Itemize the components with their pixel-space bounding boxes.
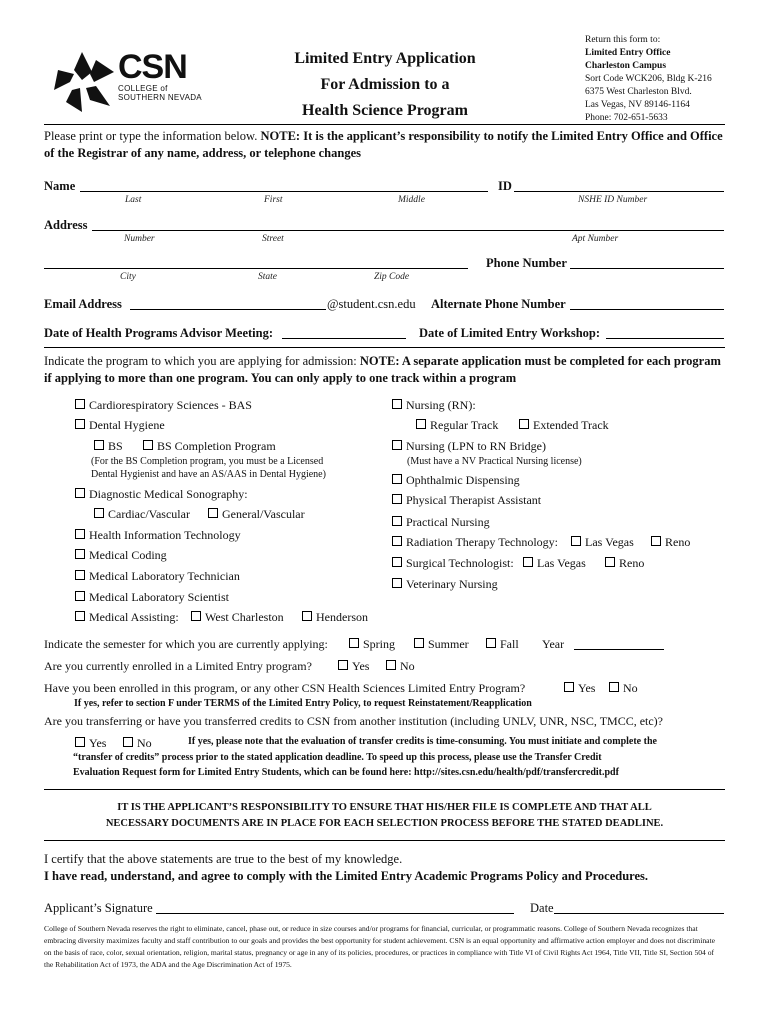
- responsibility-notice: [44, 800, 725, 832]
- checkbox[interactable]: [75, 591, 85, 601]
- id-label: ID: [498, 179, 512, 193]
- alt-phone-input[interactable]: [570, 297, 724, 310]
- option-surg-reno[interactable]: [605, 555, 644, 571]
- checkbox[interactable]: [143, 440, 153, 450]
- option-label: Medical Coding: [89, 548, 167, 562]
- sub-state: State: [258, 272, 277, 282]
- option-label: Regular Track: [430, 418, 499, 432]
- checkbox[interactable]: [75, 419, 85, 429]
- transfer-yes[interactable]: [75, 735, 106, 751]
- fine-print: College of Southern Nevada reserves the right to eliminate, cancel, phase out, or reduce in size courses and/or programs for financial, curricular, or programmatic reasons. College of Southern Nevada recognizes that embracing diversity maximizes faculty and staff contribution to our goals and provides the best opportunity for student achievement. CSN is an equal opportunity and affirmative action employer and does not discriminate on the basis of race, color, sexual orientation, religion, marital status, pregnancy or age in any of its policies, procedures, or practices in compliance with Title VI of Civil Rights Act 1964, Title VII, Title SI, Section 504 of the Rehabilitation Act of 1973, the ADA and the Age Discrimination Act of 1975.: [44, 924, 715, 969]
- return-address: [585, 34, 765, 125]
- checkbox[interactable]: [75, 737, 85, 747]
- option-label: Summer: [428, 637, 469, 651]
- option-west[interactable]: [191, 609, 284, 625]
- option-label: Spring: [363, 637, 396, 651]
- option-label: Diagnostic Medical Sonography:: [89, 487, 248, 501]
- program-intro: [44, 353, 725, 387]
- sub-middle: Middle: [398, 195, 425, 205]
- option-pta[interactable]: [392, 492, 541, 508]
- dental-note-2: Dental Hygienist and have an AS/AAS in Dental Hygiene): [91, 469, 326, 480]
- phone-label: Phone Number: [486, 256, 567, 270]
- enrolled-question: Are you currently enrolled in a Limited Entry program?: [44, 659, 312, 673]
- option-coding[interactable]: [75, 547, 167, 563]
- checkbox[interactable]: [609, 682, 619, 692]
- email-label: Email Address: [44, 297, 122, 311]
- option-label: Cardiac/Vascular: [108, 507, 190, 521]
- intro-text: [44, 128, 725, 162]
- option-summer[interactable]: [414, 636, 469, 652]
- semester-question: Indicate the semester for which you are currently applying:: [44, 637, 328, 651]
- return-line: Charleston Campus: [585, 61, 667, 71]
- checkbox[interactable]: [94, 440, 104, 450]
- return-line: Phone: 702-651-5633: [585, 113, 668, 123]
- option-mlt[interactable]: [75, 568, 240, 584]
- signature-label: Applicant’s Signature: [44, 901, 153, 915]
- sub-apt: Apt Number: [572, 234, 619, 244]
- option-label: Veterinary Nursing: [406, 577, 498, 591]
- option-label: West Charleston: [205, 610, 284, 624]
- checkbox[interactable]: [75, 488, 85, 498]
- checkbox[interactable]: [523, 557, 533, 567]
- option-label: General/Vascular: [222, 507, 305, 521]
- option-label: BS Completion Program: [157, 439, 276, 453]
- program-intro-note: NOTE: A separate application must be completed for each program if applying to more than one program. You can only apply to one track within a program: [44, 354, 721, 385]
- notice-line-2: NECESSARY DOCUMENTS ARE IN PLACE FOR EACH SELECTION PROCESS BEFORE THE STATED DEADLINE.: [105, 818, 664, 829]
- option-cardio[interactable]: [75, 397, 252, 413]
- option-regular[interactable]: [416, 417, 498, 433]
- option-surg[interactable]: [392, 555, 514, 571]
- phone-input[interactable]: [570, 256, 724, 269]
- logo-sub-1: COLLEGE of: [118, 84, 168, 93]
- signature-input[interactable]: [156, 901, 514, 914]
- prior-question: Have you been enrolled in this program, or any other CSN Health Sciences Limited Entry Program?: [44, 681, 526, 695]
- option-radtech[interactable]: [392, 534, 558, 550]
- date-label: Date: [530, 901, 554, 915]
- alt-phone-label: Alternate Phone Number: [431, 297, 566, 311]
- option-label: Practical Nursing: [406, 515, 490, 529]
- option-extended[interactable]: [519, 417, 609, 433]
- option-label: Yes: [89, 736, 107, 750]
- option-label: No: [137, 736, 152, 750]
- option-bs-completion[interactable]: [143, 438, 276, 454]
- option-lpn[interactable]: [392, 438, 546, 454]
- option-dental[interactable]: [75, 417, 165, 433]
- option-label: Physical Therapist Assistant: [406, 493, 542, 507]
- city-state-zip-input[interactable]: [44, 256, 468, 269]
- divider: [44, 789, 725, 790]
- name-label: Name: [44, 179, 76, 193]
- email-input[interactable]: [130, 297, 326, 310]
- checkbox[interactable]: [75, 570, 85, 580]
- title-line-2: For Admission to a: [320, 76, 450, 93]
- checkbox[interactable]: [75, 529, 85, 539]
- checkbox[interactable]: [564, 682, 574, 692]
- enrolled-yes[interactable]: [338, 658, 369, 674]
- checkbox[interactable]: [75, 611, 85, 621]
- checkbox[interactable]: [486, 638, 496, 648]
- title-line-1: Limited Entry Application: [294, 50, 476, 67]
- lpn-note: (Must have a NV Practical Nursing license): [407, 456, 582, 467]
- option-fall[interactable]: [486, 636, 519, 652]
- intro-note: NOTE: It is the applicant’s responsibility to notify the Limited Entry Office and Office of the Registrar of any name, address, or telephone changes: [44, 129, 723, 160]
- option-cardiac[interactable]: [94, 506, 190, 522]
- transfer-note-2: “transfer of credits” process prior to the stated application deadline. To speed up this process, please use the Transfer Credit: [73, 752, 602, 763]
- option-label: Surgical Technologist:: [406, 556, 514, 570]
- workshop-date-input[interactable]: [606, 326, 724, 339]
- address-label: Address: [44, 218, 88, 232]
- sub-nshe: NSHE ID Number: [578, 195, 648, 205]
- option-label: BS: [108, 439, 123, 453]
- option-label: Cardiorespiratory Sciences - BAS: [89, 398, 252, 412]
- advisor-date-label: Date of Health Programs Advisor Meeting:: [44, 326, 274, 340]
- sub-first: First: [264, 195, 283, 205]
- divider: [44, 347, 725, 348]
- transfer-note-3: Evaluation Request form for Limited Entry Students, which can be found here: http://sites.csn.edu/health/pdf/transfercredit.pdf: [73, 767, 619, 778]
- logo-name: CSN: [118, 48, 187, 86]
- checkbox[interactable]: [392, 557, 402, 567]
- sub-city: City: [120, 272, 136, 282]
- transfer-question: Are you transferring or have you transferred credits to CSN from another institution (including UNLV, UNR, NSC, TMCC, etc)?: [44, 714, 664, 728]
- address-input[interactable]: [92, 218, 724, 231]
- option-ophth[interactable]: [392, 472, 520, 488]
- option-assist[interactable]: [75, 609, 179, 625]
- checkbox[interactable]: [519, 419, 529, 429]
- option-label: Reno: [619, 556, 645, 570]
- option-bs[interactable]: [94, 438, 123, 454]
- divider: [44, 840, 725, 841]
- return-line: Las Vegas, NV 89146-1164: [585, 100, 690, 110]
- program-intro-plain: Indicate the program to which you are applying for admission:: [44, 354, 360, 368]
- checkbox[interactable]: [651, 536, 661, 546]
- checkbox[interactable]: [392, 474, 402, 484]
- option-rn[interactable]: [392, 397, 476, 413]
- option-surg-lv[interactable]: [523, 555, 586, 571]
- sub-street: Street: [262, 234, 284, 244]
- checkbox[interactable]: [605, 557, 615, 567]
- option-label: Nursing (RN):: [406, 398, 476, 412]
- option-henderson[interactable]: [302, 609, 368, 625]
- option-rad-lv[interactable]: [571, 534, 634, 550]
- option-pn[interactable]: [392, 514, 490, 530]
- checkbox[interactable]: [414, 638, 424, 648]
- divider: [44, 124, 725, 125]
- enrolled-no[interactable]: [386, 658, 415, 674]
- checkbox[interactable]: [392, 440, 402, 450]
- date-input[interactable]: [554, 901, 724, 914]
- option-label: Fall: [500, 637, 519, 651]
- checkbox[interactable]: [392, 578, 402, 588]
- option-rad-reno[interactable]: [651, 534, 690, 550]
- checkbox[interactable]: [386, 660, 396, 670]
- option-label: Henderson: [316, 610, 368, 624]
- return-line: 6375 West Charleston Blvd.: [585, 87, 692, 97]
- checkbox[interactable]: [123, 737, 133, 747]
- checkbox[interactable]: [338, 660, 348, 670]
- option-label: No: [400, 659, 415, 673]
- option-mls[interactable]: [75, 589, 229, 605]
- advisor-date-input[interactable]: [282, 326, 406, 339]
- year-label: Year: [542, 637, 565, 651]
- option-label: Las Vegas: [537, 556, 586, 570]
- option-label: Nursing (LPN to RN Bridge): [406, 439, 546, 453]
- option-label: Yes: [352, 659, 370, 673]
- option-general[interactable]: [208, 506, 305, 522]
- return-line: Sort Code WCK206, Bldg K-216: [585, 74, 712, 84]
- year-input[interactable]: [574, 637, 664, 650]
- sub-number: Number: [124, 234, 155, 244]
- intro-plain: Please print or type the information below.: [44, 129, 261, 143]
- option-label: Medical Assisting:: [89, 610, 179, 624]
- option-sono[interactable]: [75, 486, 248, 502]
- checkbox[interactable]: [302, 611, 312, 621]
- return-line: Limited Entry Office: [585, 48, 671, 58]
- option-label: Medical Laboratory Technician: [89, 569, 240, 583]
- checkbox[interactable]: [392, 536, 402, 546]
- logo-sub-2: SOUTHERN NEVADA: [118, 93, 202, 102]
- prior-note: If yes, refer to section F under TERMS of the Limited Entry Policy, to request Reinstatement/Reapplication: [74, 698, 532, 709]
- email-domain: @student.csn.edu: [327, 297, 416, 311]
- title-line-3: Health Science Program: [302, 102, 468, 119]
- csn-logo-icon: [52, 50, 118, 114]
- sub-last: Last: [125, 195, 142, 205]
- checkbox[interactable]: [392, 516, 402, 526]
- option-label: Dental Hygiene: [89, 418, 165, 432]
- option-label: Extended Track: [533, 418, 609, 432]
- checkbox[interactable]: [571, 536, 581, 546]
- return-line: Return this form to:: [585, 35, 661, 45]
- workshop-date-label: Date of Limited Entry Workshop:: [419, 326, 601, 340]
- prior-no[interactable]: [609, 680, 638, 696]
- certify-text: I certify that the above statements are true to the best of my knowledge.: [44, 852, 403, 866]
- option-label: Medical Laboratory Scientist: [89, 590, 229, 604]
- option-label: Yes: [578, 681, 596, 695]
- option-hit[interactable]: [75, 527, 241, 543]
- sub-zip: Zip Code: [374, 272, 410, 282]
- agree-text: I have read, understand, and agree to comply with the Limited Entry Academic Programs Policy and Procedures.: [44, 869, 649, 883]
- option-label: No: [623, 681, 638, 695]
- option-label: Reno: [665, 535, 691, 549]
- name-input[interactable]: [80, 179, 488, 192]
- option-label: Las Vegas: [585, 535, 634, 549]
- prior-yes[interactable]: [564, 680, 595, 696]
- checkbox[interactable]: [392, 494, 402, 504]
- checkbox[interactable]: [208, 508, 218, 518]
- checkbox[interactable]: [416, 419, 426, 429]
- checkbox[interactable]: [75, 399, 85, 409]
- option-label: Radiation Therapy Technology:: [406, 535, 559, 549]
- dental-note-1: (For the BS Completion program, you must be a Licensed: [91, 456, 324, 467]
- transfer-note-1: If yes, please note that the evaluation of transfer credits is time-consuming. You must initiate and complete the: [188, 736, 657, 747]
- id-input[interactable]: [514, 179, 724, 192]
- notice-line-1: IT IS THE APPLICANT’S RESPONSIBILITY TO ENSURE THAT HIS/HER FILE IS COMPLETE AND THAT ALL: [117, 802, 652, 813]
- form-title: [270, 46, 500, 124]
- logo-text: [118, 50, 202, 102]
- option-spring[interactable]: [349, 636, 395, 652]
- checkbox[interactable]: [349, 638, 359, 648]
- option-vet[interactable]: [392, 576, 498, 592]
- transfer-no[interactable]: [123, 735, 152, 751]
- checkbox[interactable]: [75, 549, 85, 559]
- option-label: Health Information Technology: [89, 528, 241, 542]
- checkbox[interactable]: [94, 508, 104, 518]
- checkbox[interactable]: [392, 399, 402, 409]
- checkbox[interactable]: [191, 611, 201, 621]
- option-label: Ophthalmic Dispensing: [406, 473, 520, 487]
